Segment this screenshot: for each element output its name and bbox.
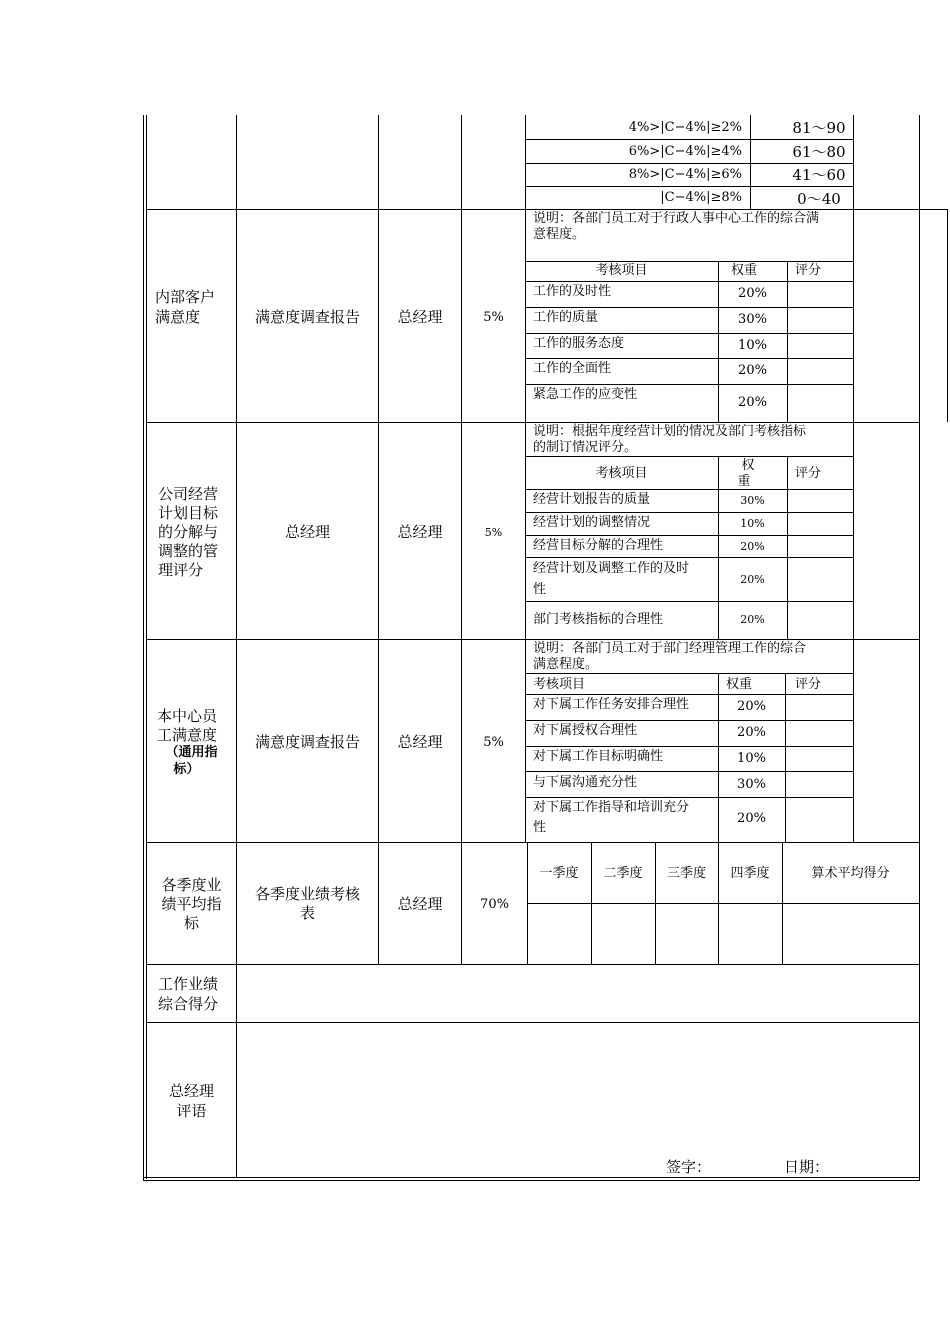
- header-weight: 权重: [726, 677, 753, 692]
- item-name: 性: [533, 582, 547, 597]
- item-weight: 20%: [740, 573, 765, 586]
- description: 说明：各部门员工对于部门经理管理工作的综合: [533, 641, 807, 656]
- item-weight: 10%: [740, 517, 765, 530]
- header-item: 考核项目: [595, 466, 648, 481]
- header-item: 考核项目: [595, 263, 648, 278]
- weight: 70%: [480, 897, 509, 912]
- quarter-header: 一季度: [539, 866, 579, 881]
- score-range: 41～60: [792, 166, 846, 184]
- assessor: 总经理: [397, 895, 443, 913]
- item-weight: 20%: [738, 363, 767, 378]
- data-source: 表: [299, 904, 315, 922]
- item-weight: 20%: [740, 613, 765, 626]
- data-source: 总经理: [284, 523, 330, 541]
- weight: 5%: [483, 310, 504, 325]
- score-range: 0～40: [797, 190, 841, 208]
- indicator-name: 公司经营: [158, 485, 219, 503]
- outer-border-left: [143, 115, 144, 1181]
- score-condition: 6%>|C−4%|≥4%: [628, 144, 742, 159]
- item-weight: 10%: [738, 338, 767, 353]
- item-weight: 20%: [738, 286, 767, 301]
- outer-border-bottom: [143, 1177, 919, 1178]
- date-label: 日期：: [784, 1158, 830, 1176]
- quarter-header: 四季度: [730, 866, 770, 881]
- indicator-name: 绩平均指: [161, 895, 222, 913]
- indicator-name: 满意度: [155, 308, 201, 326]
- item-weight: 30%: [740, 494, 765, 507]
- outer-border-right: [919, 115, 920, 1181]
- description: 说明：各部门员工对于行政人事中心工作的综合满: [533, 211, 820, 226]
- item-name: 紧急工作的应变性: [533, 387, 638, 402]
- item-name: 性: [533, 820, 547, 835]
- item-weight: 10%: [737, 751, 766, 766]
- indicator-name: 工作业绩: [158, 975, 219, 993]
- indicator-name: 计划目标: [158, 504, 219, 522]
- indicator-name: （通用指: [165, 745, 218, 760]
- item-name: 对下属工作任务安排合理性: [533, 697, 690, 712]
- signature-label: 签字：: [666, 1158, 712, 1176]
- item-name: 对下属工作指导和培训充分: [533, 800, 690, 815]
- header-score: 评分: [795, 677, 822, 692]
- item-name: 对下属工作目标明确性: [533, 749, 664, 764]
- quarter-header: 二季度: [603, 866, 643, 881]
- indicator-name: 的分解与: [158, 523, 219, 541]
- item-name: 工作的质量: [533, 310, 599, 325]
- indicator-name: 综合得分: [158, 995, 219, 1013]
- indicator-name: 本中心员: [157, 707, 218, 725]
- header-weight: 权: [741, 458, 755, 473]
- header-weight: 重: [737, 474, 751, 489]
- item-name: 工作的服务态度: [533, 336, 625, 351]
- assessor: 总经理: [397, 733, 443, 751]
- item-name: 经营计划及调整工作的及时: [533, 561, 690, 576]
- item-name: 经营计划的调整情况: [533, 515, 651, 530]
- indicator-name: 工满意度: [157, 726, 218, 744]
- item-name: 与下属沟通充分性: [533, 775, 638, 790]
- item-name: 经营计划报告的质量: [533, 492, 651, 507]
- item-weight: 20%: [737, 725, 766, 740]
- assessor: 总经理: [397, 308, 443, 326]
- description: 的制订情况评分。: [533, 440, 638, 455]
- item-weight: 30%: [738, 312, 767, 327]
- item-weight: 20%: [737, 699, 766, 714]
- assessor: 总经理: [397, 523, 443, 541]
- item-name: 工作的全面性: [533, 361, 612, 376]
- item-name: 对下属授权合理性: [533, 723, 638, 738]
- description: 说明：根据年度经营计划的情况及部门考核指标: [533, 424, 807, 439]
- item-weight: 20%: [740, 540, 765, 553]
- header-score: 评分: [795, 263, 822, 278]
- indicator-name: 各季度业: [161, 876, 222, 894]
- description: 满意程度。: [533, 657, 599, 672]
- indicator-name: 标）: [173, 762, 200, 777]
- data-source: 满意度调查报告: [254, 308, 360, 326]
- score-condition: |C−4%|≥8%: [660, 190, 742, 205]
- indicator-name: 评语: [176, 1102, 207, 1120]
- item-name: 工作的及时性: [533, 284, 612, 299]
- item-name: 部门考核指标的合理性: [533, 612, 664, 627]
- quarter-header: 三季度: [666, 866, 706, 881]
- header-score: 评分: [795, 466, 822, 481]
- header-item: 考核项目: [533, 677, 586, 692]
- item-weight: 30%: [737, 777, 766, 792]
- indicator-name: 总经理: [168, 1082, 214, 1100]
- data-source: 满意度调查报告: [254, 733, 360, 751]
- header-weight: 权重: [730, 263, 757, 278]
- item-weight: 20%: [737, 811, 766, 826]
- outer-border-bottom-outer: [143, 1180, 919, 1181]
- description: 意程度。: [533, 227, 586, 242]
- score-range: 61～80: [792, 143, 846, 161]
- score-condition: 8%>|C−4%|≥6%: [628, 167, 742, 182]
- indicator-name: 调整的管: [158, 542, 219, 560]
- weight: 5%: [483, 735, 504, 750]
- score-range: 81～90: [792, 119, 846, 137]
- score-condition: 4%>|C−4%|≥2%: [628, 120, 742, 135]
- weight: 5%: [484, 526, 503, 539]
- data-source: 各季度业绩考核: [254, 885, 360, 903]
- indicator-name: 内部客户: [155, 288, 216, 306]
- item-name: 经营目标分解的合理性: [533, 538, 664, 553]
- indicator-name: 理评分: [158, 561, 204, 579]
- average-header: 算术平均得分: [811, 866, 890, 881]
- item-weight: 20%: [738, 395, 767, 410]
- outer-border-left-inner: [146, 115, 147, 1179]
- indicator-name: 标: [183, 914, 199, 932]
